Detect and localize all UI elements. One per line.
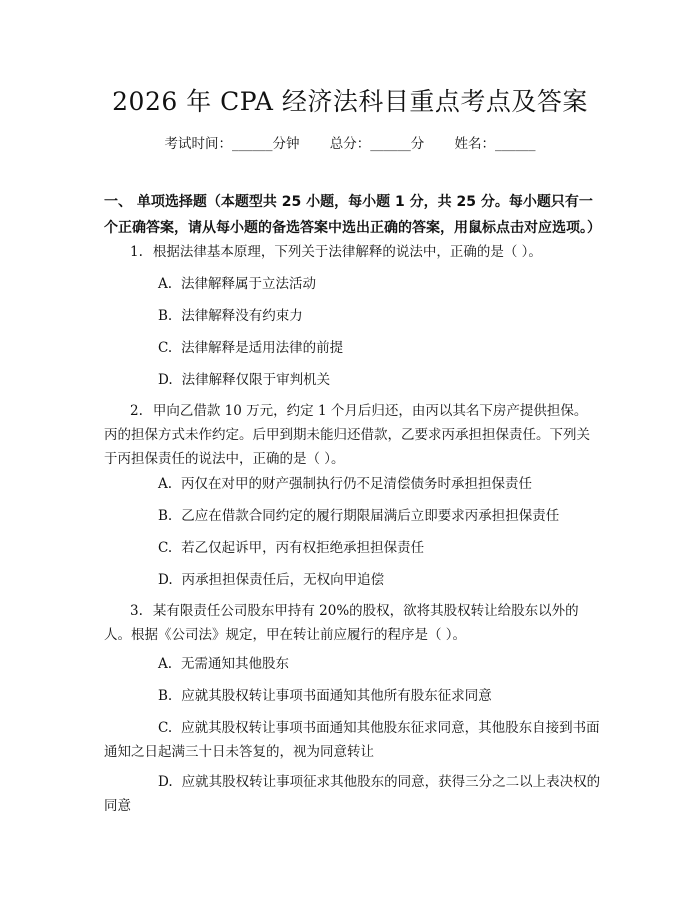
question-stem: 某有限责任公司股东甲持有 20%的股权，欲将其股权转让给股东以外的人。根据《公司法》规定，甲在转让前应履行的程序是（ ）。 bbox=[104, 603, 579, 643]
exam-time-field: 考试时间：______分钟 bbox=[164, 136, 300, 152]
option-2c[interactable] bbox=[158, 536, 424, 560]
option-letter: A. bbox=[158, 276, 173, 292]
question-number: 2. bbox=[130, 403, 143, 419]
option-text: 法律解释属于立法活动 bbox=[181, 276, 317, 292]
question-stem: 根据法律基本原理，下列关于法律解释的说法中，正确的是（ ）。 bbox=[152, 244, 542, 260]
option-1b[interactable] bbox=[158, 304, 303, 328]
question-number: 1. bbox=[130, 244, 143, 260]
option-2a[interactable] bbox=[158, 472, 532, 496]
option-text: 法律解释仅限于审判机关 bbox=[181, 372, 331, 388]
question-3 bbox=[104, 599, 599, 647]
option-letter: D. bbox=[158, 572, 173, 588]
option-text: 若乙仅起诉甲，丙有权拒绝承担担保责任 bbox=[181, 540, 425, 556]
option-3a[interactable] bbox=[158, 652, 289, 676]
option-letter: C. bbox=[158, 540, 173, 556]
student-name-field: 姓名：______ bbox=[454, 136, 536, 152]
option-3c[interactable] bbox=[104, 716, 602, 764]
option-letter: B. bbox=[158, 508, 173, 524]
option-2b[interactable] bbox=[158, 504, 559, 528]
option-text: 丙承担担保责任后，无权向甲追偿 bbox=[181, 572, 385, 588]
section-heading: 一、 单项选择题（本题型共 25 小题，每小题 1 分，共 25 分。每小题只有一个正确答案，请从每小题的备选答案中选出正确的答案，用鼠标点击对应选项。） bbox=[104, 194, 601, 236]
question-2 bbox=[104, 399, 599, 471]
option-letter: C. bbox=[158, 720, 173, 736]
question-number: 3. bbox=[130, 603, 143, 619]
question-1 bbox=[104, 240, 599, 264]
option-text: 乙应在借款合同约定的履行期限届满后立即要求丙承担担保责任 bbox=[181, 508, 560, 524]
option-text: 无需通知其他股东 bbox=[181, 656, 290, 672]
option-letter: C. bbox=[158, 340, 173, 356]
option-1d[interactable] bbox=[158, 368, 330, 392]
option-text: 丙仅在对甲的财产强制执行仍不足清偿债务时承担担保责任 bbox=[181, 476, 533, 492]
option-2d[interactable] bbox=[158, 568, 384, 592]
option-letter-wrap bbox=[104, 716, 181, 740]
option-3b[interactable] bbox=[158, 684, 492, 708]
option-text: 应就其股权转让事项书面通知其他股东征求同意，其他股东自接到书面通知之日起满三十日未答复的，视为同意转让 bbox=[104, 720, 600, 760]
page-title: 2026 年 CPA 经济法科目重点考点及答案 bbox=[112, 87, 588, 116]
option-text: 应就其股权转让事项书面通知其他所有股东征求同意 bbox=[181, 688, 492, 704]
option-letter: D. bbox=[158, 774, 173, 790]
option-letter: A. bbox=[158, 656, 173, 672]
option-1a[interactable] bbox=[158, 272, 316, 296]
option-letter: D. bbox=[158, 372, 173, 388]
option-3d[interactable] bbox=[104, 770, 602, 818]
option-text: 法律解释没有约束力 bbox=[181, 308, 303, 324]
option-letter: B. bbox=[158, 688, 173, 704]
exam-meta-line bbox=[0, 132, 700, 152]
option-letter-wrap bbox=[104, 770, 182, 794]
question-stem: 甲向乙借款 10 万元，约定 1 个月后归还，由丙以其名下房产提供担保。丙的担保方式未作约定。后甲到期未能归还借款，乙要求丙承担担保责任。下列关于丙担保责任的说法中，正确的是（ ）。 bbox=[104, 403, 590, 467]
option-letter: A. bbox=[158, 476, 173, 492]
option-text: 法律解释是适用法律的前提 bbox=[181, 340, 344, 356]
option-text: 应就其股权转让事项征求其他股东的同意，获得三分之二以上表决权的同意 bbox=[104, 774, 601, 814]
option-letter: B. bbox=[158, 308, 173, 324]
option-1c[interactable] bbox=[158, 336, 343, 360]
total-score-field: 总分：______分 bbox=[329, 136, 425, 152]
